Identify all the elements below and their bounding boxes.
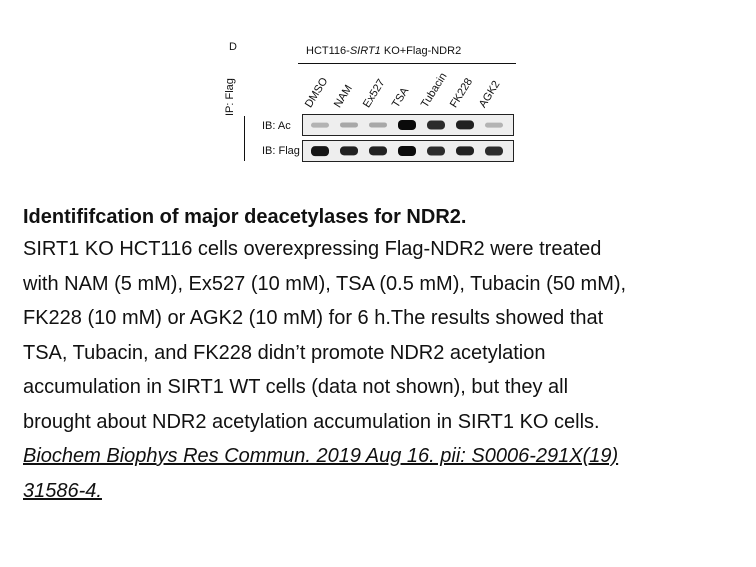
citation-link[interactable]: Biochem Biophys Res Commun. 2019 Aug 16. pii: S0006-291X(19) [23, 445, 619, 467]
caption-line: FK228 (10 mM) or AGK2 (10 mM) for 6 h.The results showed that [23, 307, 604, 329]
blot-band [311, 146, 329, 156]
caption-line: SIRT1 KO HCT116 cells overexpressing Flag-NDR2 were treated [23, 238, 602, 260]
caption-title: Identififcation of major deacetylases for NDR2. [23, 206, 467, 228]
lane-label: DMSO [302, 75, 331, 110]
caption-line: with NAM (5 mM), Ex527 (10 mM), TSA (0.5 mM), Tubacin (50 mM), [23, 272, 627, 295]
ip-bracket-line [244, 116, 245, 161]
blot-ac-strip [302, 114, 514, 136]
blot-band [398, 120, 416, 130]
blot-band [456, 120, 474, 129]
ip-label: IP: Flag [224, 78, 236, 116]
caption-line: accumulation in SIRT1 WT cells (data not shown), but they all [23, 376, 569, 398]
blot-band [340, 146, 358, 155]
lane-label: Tubacin [418, 70, 450, 110]
panel-letter: D [229, 41, 237, 53]
blot-band [456, 146, 474, 155]
blot-flag-strip [302, 140, 514, 162]
blot-band [427, 147, 445, 156]
blot-band [485, 147, 503, 156]
lane-label: NAM [331, 82, 355, 110]
citation-link[interactable]: 31586-4. [23, 479, 102, 502]
blot-title-gene: SIRT1 [349, 45, 381, 57]
blot-band [427, 121, 445, 130]
caption-line: TSA, Tubacin, and FK228 didn’t promote NDR2 acetylation [23, 341, 546, 364]
lane-label: AGK2 [476, 78, 503, 110]
blot-title-suffix: KO+Flag-NDR2 [380, 45, 462, 57]
title-underline [298, 63, 516, 64]
lane-label: FK228 [447, 76, 476, 110]
western-blot-figure [0, 0, 756, 195]
blot-band [369, 122, 387, 127]
ib-ac-label: IB: Ac [262, 120, 291, 132]
figure-caption [23, 202, 738, 508]
lane-label: Ex527 [360, 77, 388, 110]
blot-band [369, 146, 387, 155]
blot-band [311, 123, 329, 128]
blot-band [398, 146, 416, 156]
caption-line: brought about NDR2 acetylation accumulation in SIRT1 KO cells. [23, 410, 600, 433]
blot-title [306, 45, 461, 57]
blot-band [340, 122, 358, 127]
blot-title-prefix: HCT116- [306, 45, 350, 57]
lane-label: TSA [389, 85, 412, 110]
ib-flag-label: IB: Flag [262, 145, 300, 157]
blot-band [485, 123, 503, 128]
